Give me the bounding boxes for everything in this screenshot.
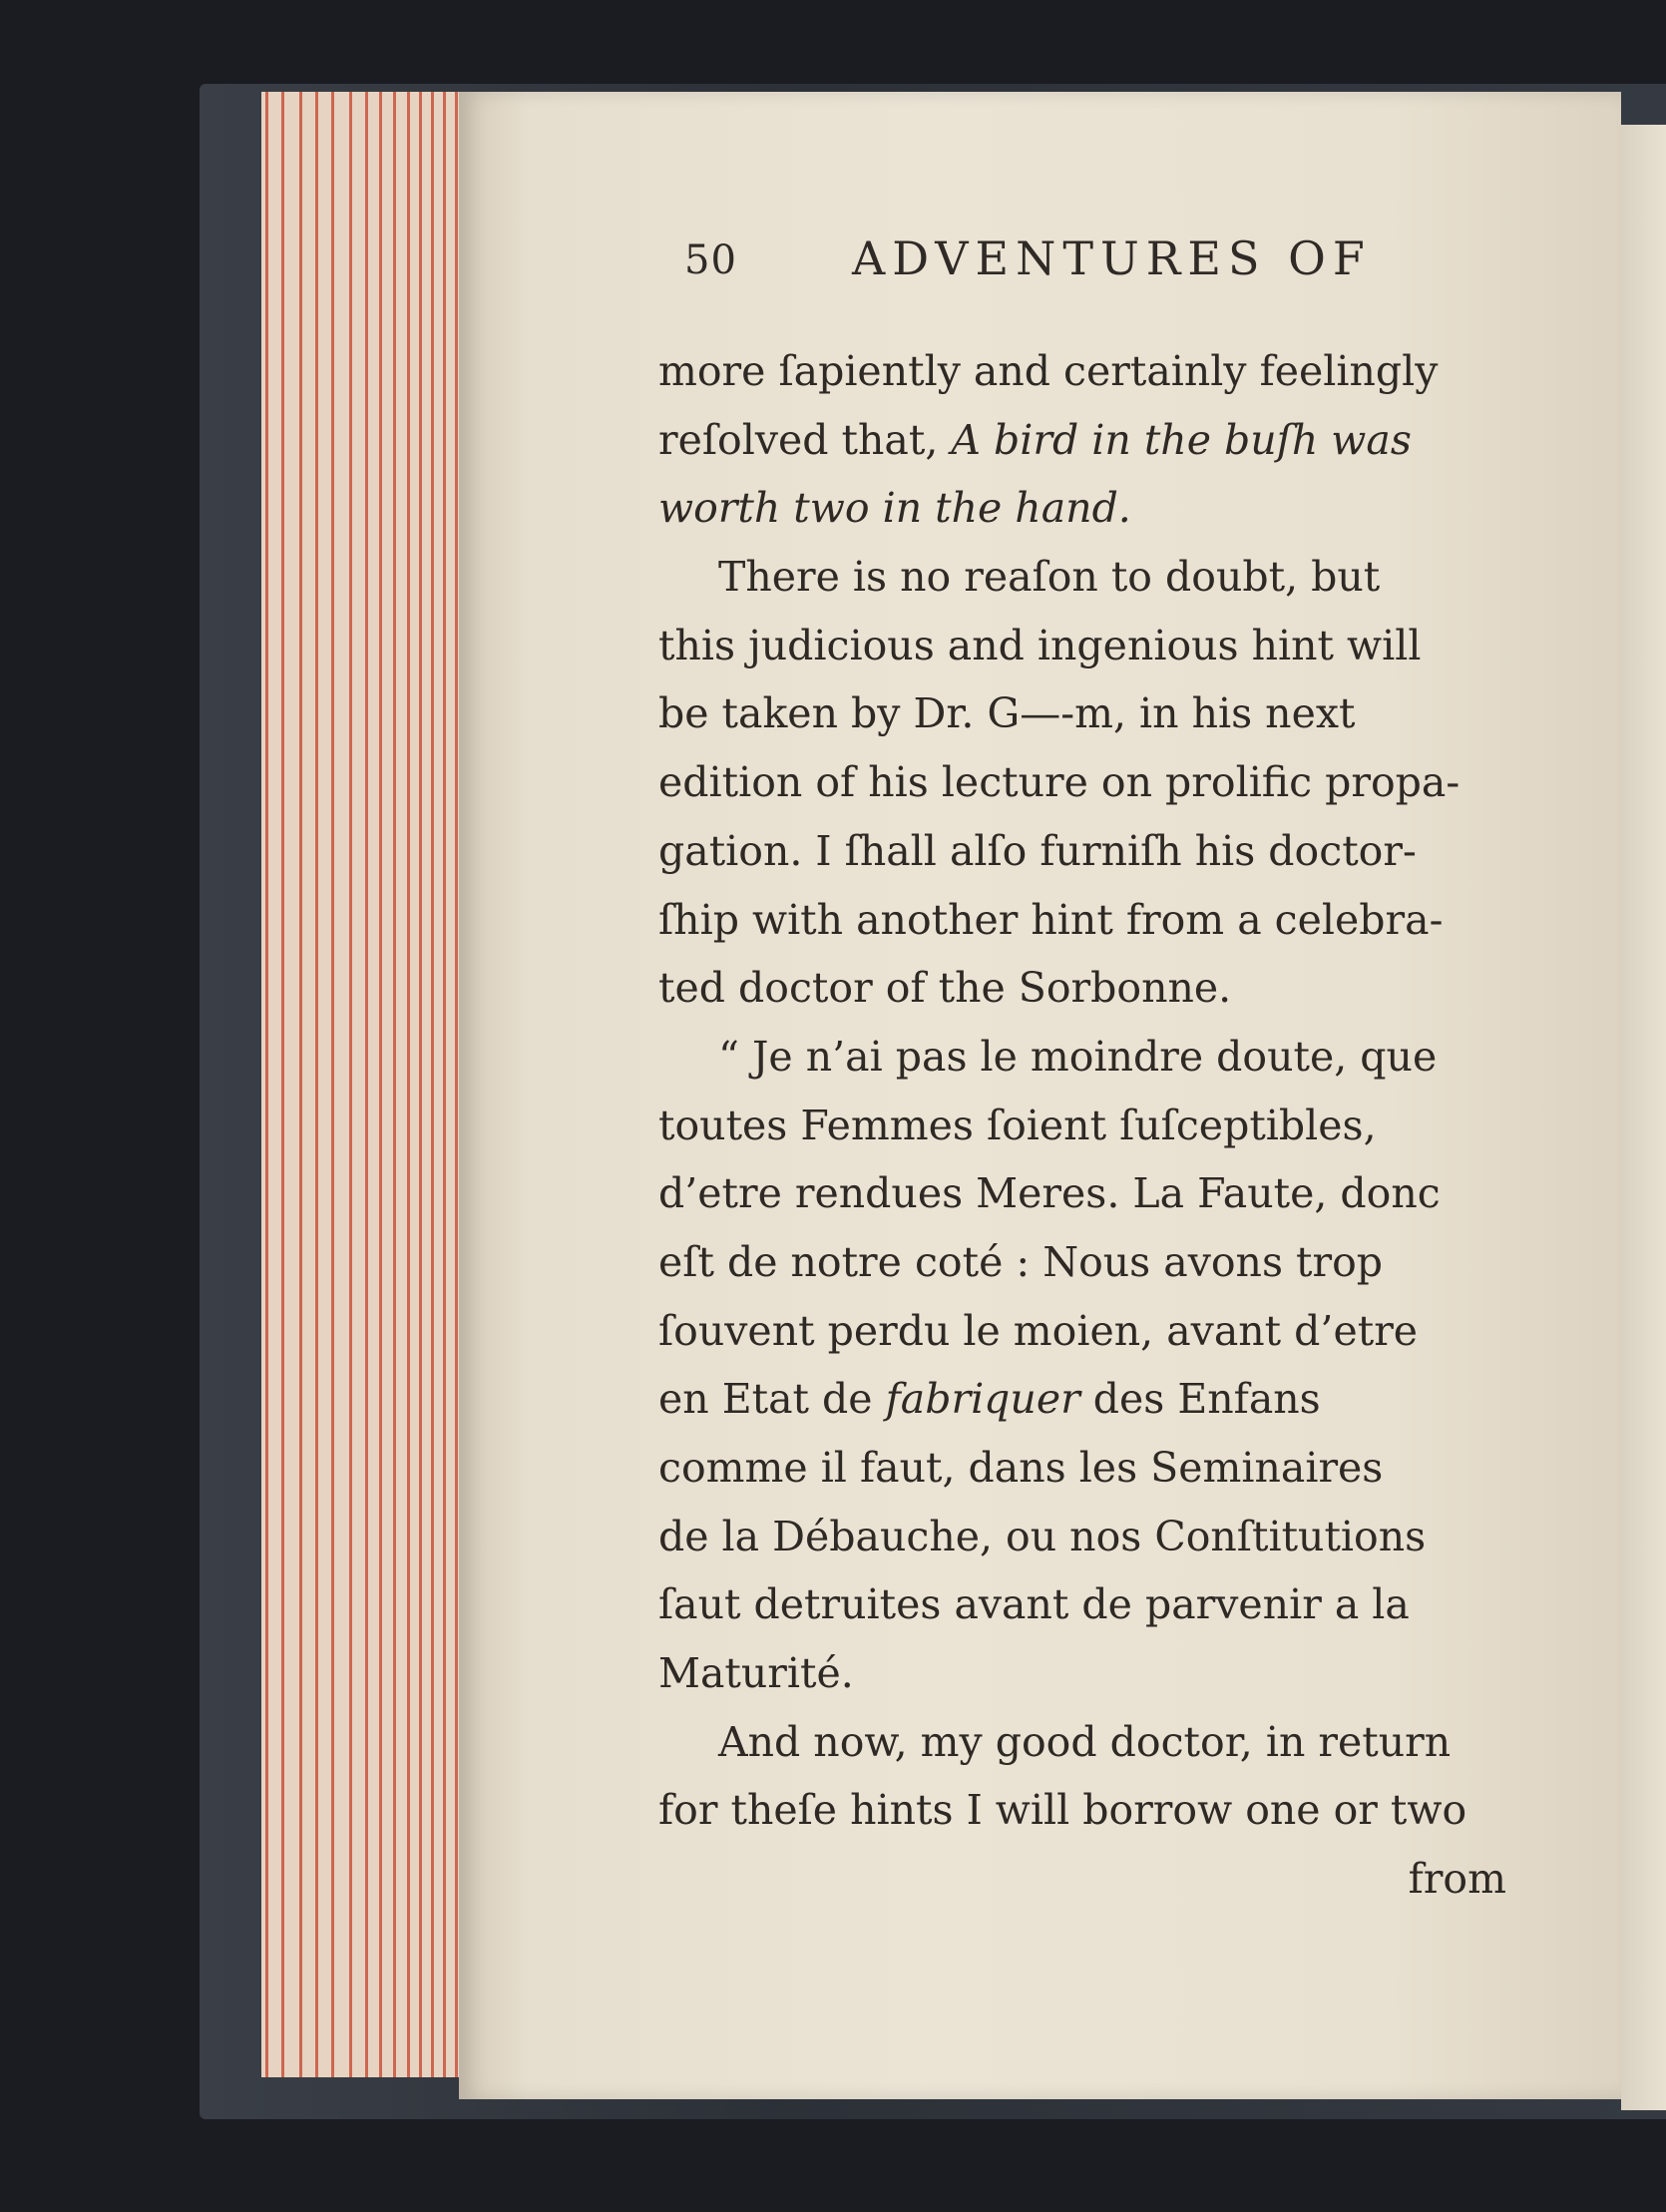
text-line: for theſe hints I will borrow one or two xyxy=(658,1786,1467,1835)
text-line: edition of his lecture on prolific propa- xyxy=(658,758,1460,807)
text-line: ſhip with another hint from a celebra- xyxy=(658,895,1444,944)
running-head: ADVENTURES OF xyxy=(852,231,1372,285)
text-line: ſaut detruites avant de parvenir a la xyxy=(658,1580,1410,1629)
text-line: And now, my good doctor, in return xyxy=(718,1717,1452,1766)
text-line: more ſapiently and certainly feelingly xyxy=(658,347,1439,395)
text-line: ted doctor of the Sorbonne. xyxy=(658,964,1232,1013)
text-line: de la Débauche, ou nos Conſtitutions xyxy=(658,1512,1427,1560)
text-line: be taken by Dr. G—-m, in his next xyxy=(658,689,1356,738)
text-line: There is no reaſon to doubt, but xyxy=(718,553,1381,602)
text-line: ſouvent perdu le moien, avant d’etre xyxy=(658,1306,1419,1355)
catchword: from xyxy=(1408,1855,1506,1904)
text-line: en Etat de fabriquer des Enfans xyxy=(658,1375,1321,1424)
text-line: d’etre rendues Meres. La Faute, donc xyxy=(658,1169,1441,1218)
body-text xyxy=(658,337,1536,1914)
text-line: gation. I ſhall alſo furniſh his doctor- xyxy=(658,826,1417,875)
text-line: worth two in the hand. xyxy=(658,484,1131,533)
page-header xyxy=(684,231,1383,291)
page-edges xyxy=(261,92,466,2077)
text-line: this judicious and ingenious hint will xyxy=(658,621,1422,669)
text-line: “ Je n’ai pas le moindre doute, que xyxy=(718,1032,1438,1081)
text-line: reſolved that, A bird in the buſh was xyxy=(658,415,1412,464)
facing-page-edge xyxy=(1621,125,1666,2110)
text-line: Maturité. xyxy=(658,1649,854,1698)
page-number: 50 xyxy=(684,237,737,283)
text-line: toutes Femmes ſoient ſuſceptibles, xyxy=(658,1101,1377,1149)
text-line: comme il faut, dans les Seminaires xyxy=(658,1444,1384,1492)
text-line: eſt de notre coté : Nous avons trop xyxy=(658,1237,1384,1286)
